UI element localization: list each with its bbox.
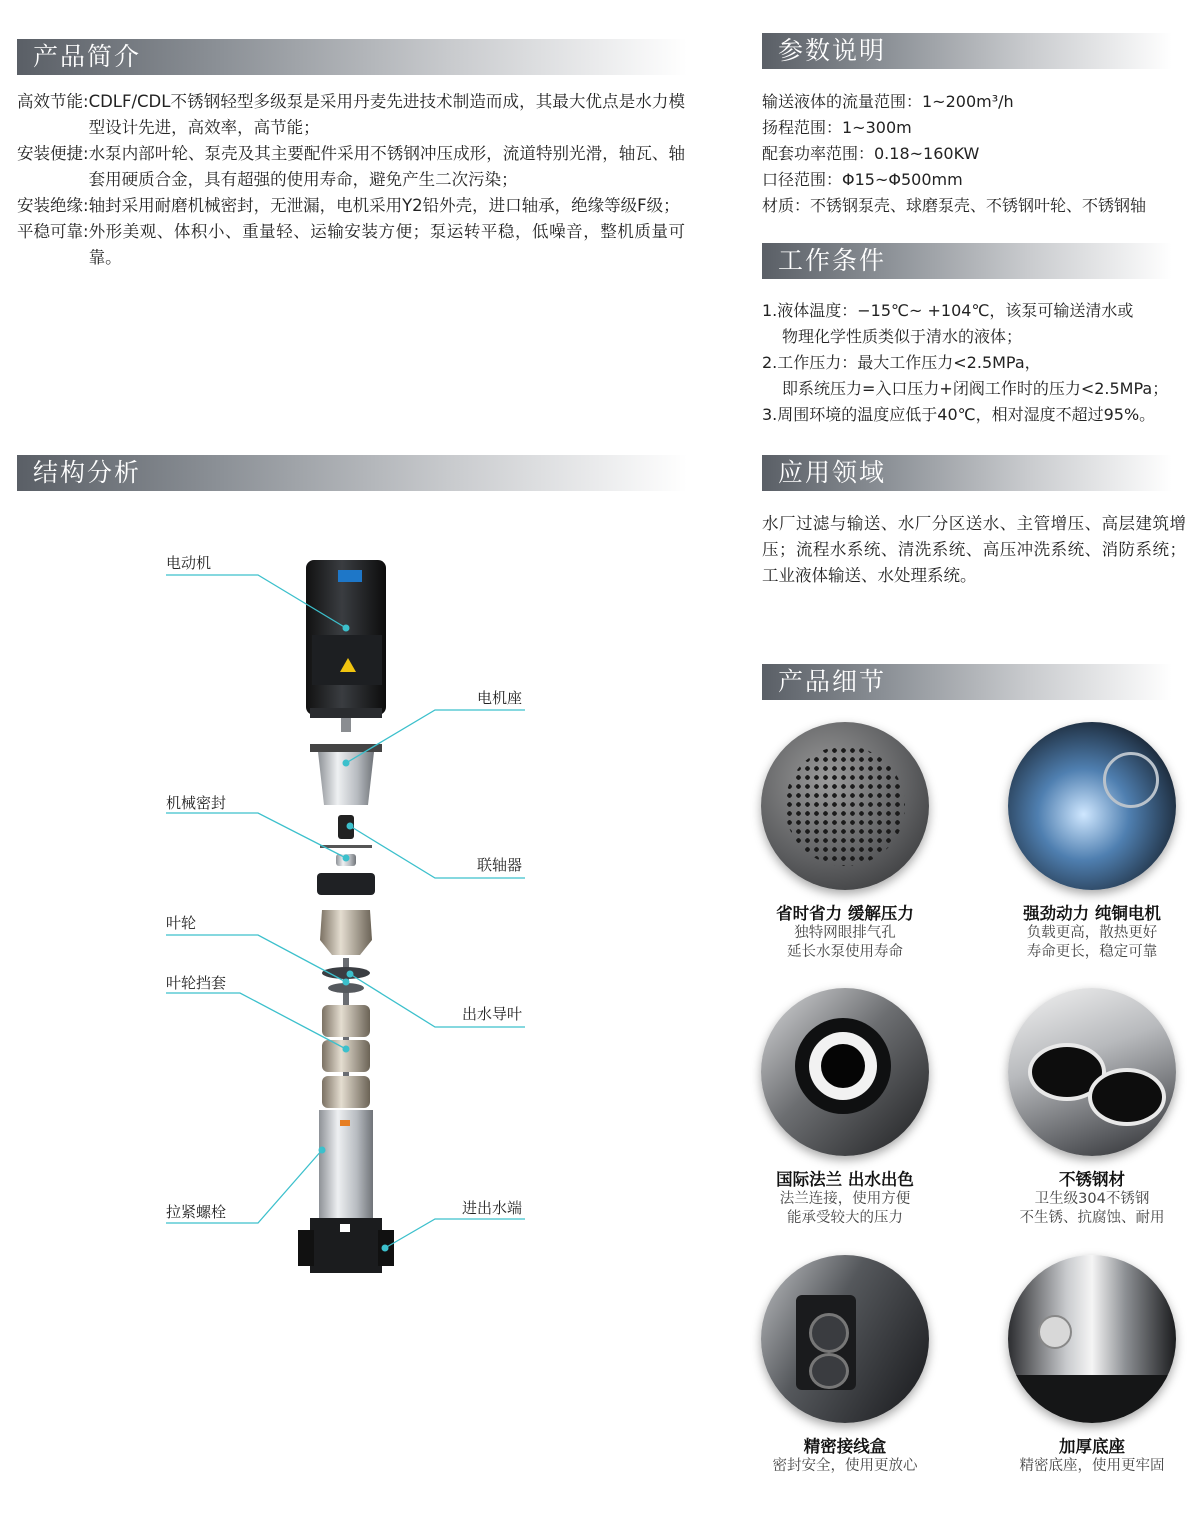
intro-item-text: CDLF/CDL不锈钢轻型多级泵是采用丹麦先进技术制造而成，其最大优点是水力模型设计先进，高效率，高节能； <box>88 92 685 137</box>
detail-vent-holes <box>745 722 945 962</box>
detail-title: 省时省力 缓解压力 <box>776 904 914 923</box>
label-coupling: 联轴器 <box>477 856 523 874</box>
intro-item-label: 安装绝缘: <box>17 196 89 215</box>
structure-heading: 结构分析 <box>17 455 687 491</box>
chamber-part <box>320 910 372 955</box>
detail-title: 强劲动力 纯铜电机 <box>1023 904 1161 923</box>
intro-item <box>17 89 685 141</box>
params-heading: 参数说明 <box>762 33 1172 69</box>
detail-subtitle: 精密底座，使用更牢固 <box>1019 1458 1165 1474</box>
detail-title: 不锈钢材 <box>1059 1170 1125 1189</box>
label-motor-seat: 电机座 <box>477 689 523 707</box>
pump-exploded-diagram <box>0 530 700 1290</box>
shaft-ring-part <box>320 845 372 848</box>
motor-interior-image <box>1008 722 1176 890</box>
params-line: 扬程范围：1~300m <box>762 118 912 137</box>
intro-item-text: 轴封采用耐磨机械密封，无泄漏，电机采用Y2铅外壳，进口轴承，绝缘等级F级； <box>88 196 680 215</box>
detail-flange <box>745 988 945 1228</box>
flange-image <box>761 988 929 1156</box>
label-motor: 电动机 <box>166 554 212 572</box>
pump-head-part <box>317 873 375 895</box>
intro-item <box>17 219 685 271</box>
details-heading: 产品细节 <box>762 664 1172 700</box>
motor-part <box>306 560 386 732</box>
label-outlet-vane: 出水导叶 <box>462 1005 523 1023</box>
stage-part <box>322 1005 370 1037</box>
label-mechanical-seal: 机械密封 <box>166 794 227 812</box>
params-line: 口径范围：Φ15~Φ500mm <box>762 170 963 189</box>
intro-item-label: 平稳可靠: <box>17 222 89 241</box>
intro-heading: 产品简介 <box>17 39 687 75</box>
conditions-line: 即系统压力=入口压力+闭阀工作时的压力<2.5MPa； <box>782 379 1169 398</box>
detail-subtitle: 法兰连接，使用方便 <box>779 1191 911 1207</box>
junction-box-image <box>761 1255 929 1423</box>
application-text: 水厂过滤与输送、水厂分区送水、主管增压、高层建筑增压；流程水系统、清洗系统、高压冲洗系统、消防系统；工业液体输送、水处理系统。 <box>762 514 1186 585</box>
detail-copper-motor <box>992 722 1192 962</box>
pump-diagram-svg <box>0 530 700 1290</box>
detail-subtitle: 密封安全，使用更放心 <box>772 1458 918 1474</box>
detail-subtitle: 不生锈、抗腐蚀、耐用 <box>1019 1210 1165 1226</box>
conditions-line: 3.周围环境的温度应低于40℃，相对湿度不超过95%。 <box>762 405 1156 424</box>
detail-title: 国际法兰 出水出色 <box>776 1170 914 1189</box>
intro-item-label: 高效节能: <box>17 92 89 111</box>
thick-base-image <box>1008 1255 1176 1423</box>
detail-junction-box <box>745 1255 945 1476</box>
intro-item <box>17 141 685 193</box>
label-inlet-outlet: 进出水端 <box>462 1199 523 1217</box>
intro-item-text: 外形美观、体积小、重量轻、运输安装方便；泵运转平稳，低噪音，整机质量可靠。 <box>88 222 685 267</box>
conditions-list <box>762 298 1192 428</box>
detail-subtitle: 延长水泵使用寿命 <box>787 944 903 960</box>
conditions-line: 1.液体温度：−15℃~ +104℃，该泵可输送清水或 <box>762 301 1134 320</box>
vent-plate-image <box>761 722 929 890</box>
stainless-pipes-image <box>1008 988 1176 1156</box>
detail-subtitle: 卫生级304不锈钢 <box>1034 1191 1150 1207</box>
stage-part <box>322 1076 370 1108</box>
label-tie-bolt: 拉紧螺栓 <box>166 1203 227 1221</box>
params-line: 配套功率范围：0.18~160KW <box>762 144 980 163</box>
detail-title: 精密接线盒 <box>803 1437 887 1456</box>
detail-thick-base <box>992 1255 1192 1476</box>
params-line: 输送液体的流量范围：1~200m³/h <box>762 92 1014 111</box>
detail-title: 加厚底座 <box>1059 1437 1125 1456</box>
conditions-line: 2.工作压力：最大工作压力<2.5MPa， <box>762 353 1041 372</box>
detail-subtitle: 负载更高，散热更好 <box>1026 925 1158 941</box>
intro-item <box>17 193 685 219</box>
intro-list <box>17 89 685 271</box>
conditions-heading: 工作条件 <box>762 243 1172 279</box>
detail-subtitle: 寿命更长，稳定可靠 <box>1026 944 1158 960</box>
motor-seat-part <box>310 744 382 805</box>
label-impeller: 叶轮 <box>166 914 197 932</box>
application-heading: 应用领域 <box>762 455 1172 491</box>
params-line: 材质：不锈钢泵壳、球磨泵壳、不锈钢叶轮、不锈钢轴 <box>762 196 1147 215</box>
pump-body-part <box>298 1110 394 1273</box>
detail-subtitle: 能承受较大的压力 <box>787 1210 903 1226</box>
conditions-line: 物理化学性质类似于清水的液体； <box>782 327 1023 346</box>
stage-part <box>322 1040 370 1072</box>
label-impeller-sleeve: 叶轮挡套 <box>166 974 227 992</box>
intro-item-text: 水泵内部叶轮、泵壳及其主要配件采用不锈钢冲压成形，流道特别光滑，轴瓦、轴套用硬质合金，具有超强的使用寿命，避免产生二次污染； <box>88 144 685 189</box>
params-list <box>762 89 1192 219</box>
intro-item-label: 安装便捷: <box>17 144 89 163</box>
detail-subtitle: 独特网眼排气孔 <box>794 925 896 941</box>
detail-stainless <box>992 988 1192 1228</box>
